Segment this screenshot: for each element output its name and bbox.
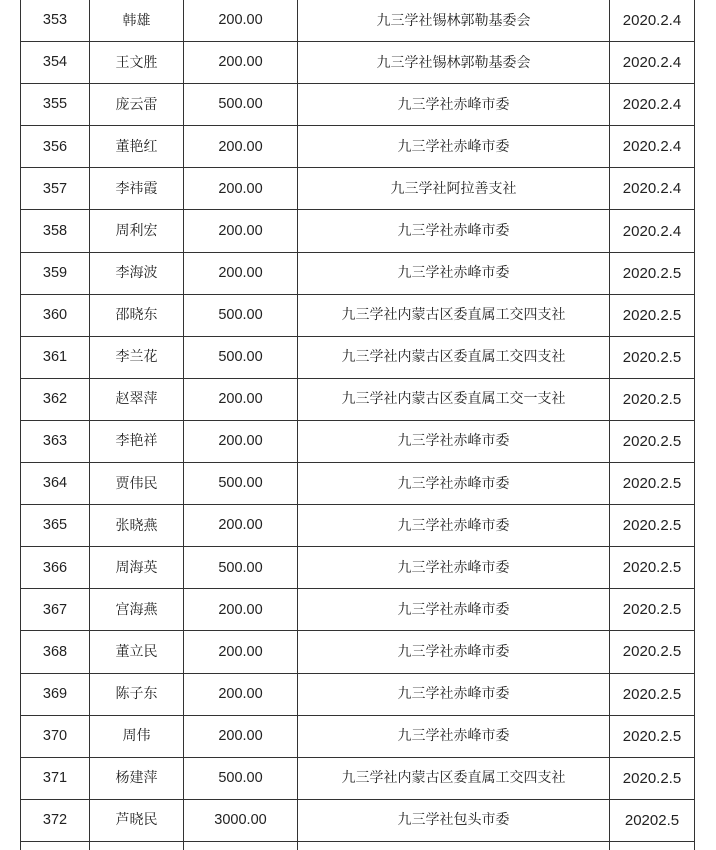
date-cell: 2020.2.5 xyxy=(610,252,695,294)
organization-cell: 九三学社内蒙古区委直属工交四支社 xyxy=(298,336,610,378)
donor-name-cell: 李兰花 xyxy=(90,336,184,378)
date-cell: 2020.2.5 xyxy=(610,547,695,589)
organization-cell: 九三学社赤峰市委 xyxy=(298,126,610,168)
table-row xyxy=(21,547,695,589)
date-cell: 2020.2.4 xyxy=(610,42,695,84)
amount-cell: 500.00 xyxy=(184,84,298,126)
donor-name-cell: 周利宏 xyxy=(90,210,184,252)
date-cell: 2020.2.4 xyxy=(610,210,695,252)
date-cell: 2020.2.5 xyxy=(610,589,695,631)
organization-cell: 九三学社赤峰市委 xyxy=(298,84,610,126)
organization-cell: 九三学社赤峰市委 xyxy=(298,631,610,673)
amount-cell: 200.00 xyxy=(184,126,298,168)
donor-name-cell: 董艳红 xyxy=(90,126,184,168)
donation-table xyxy=(20,0,695,850)
donor-name-cell: 赵翠萍 xyxy=(90,378,184,420)
table-row xyxy=(21,294,695,336)
table-row xyxy=(21,420,695,462)
table-row xyxy=(21,336,695,378)
donor-name-cell: 芦晓民 xyxy=(90,799,184,841)
donor-name-cell: 李祎霞 xyxy=(90,168,184,210)
table-row xyxy=(21,631,695,673)
row-number-cell: 353 xyxy=(21,0,90,42)
organization-cell: 九三学社内蒙古区委直属工交四支社 xyxy=(298,294,610,336)
amount-cell: 500.00 xyxy=(184,336,298,378)
date-cell: 2020.2.5 xyxy=(610,757,695,799)
row-number-cell: 370 xyxy=(21,715,90,757)
donor-name-cell: 李艳祥 xyxy=(90,420,184,462)
row-number-cell: 372 xyxy=(21,799,90,841)
amount-cell: 200.00 xyxy=(184,378,298,420)
organization-cell: 九三学社赤峰市委 xyxy=(298,463,610,505)
row-number-cell: 358 xyxy=(21,210,90,252)
organization-cell: 九三学社赤峰市委 xyxy=(298,420,610,462)
amount-cell: 3000.00 xyxy=(184,799,298,841)
date-cell: 2020.2.4 xyxy=(610,84,695,126)
table-row xyxy=(21,463,695,505)
donor-name-cell: 董立民 xyxy=(90,631,184,673)
table-row xyxy=(21,505,695,547)
donor-name-cell: 韩雄 xyxy=(90,0,184,42)
donor-name-cell: 张晓燕 xyxy=(90,505,184,547)
amount-cell: 200.00 xyxy=(184,631,298,673)
donor-name-cell: 庞云雷 xyxy=(90,84,184,126)
row-number-cell: 366 xyxy=(21,547,90,589)
row-number-cell: 371 xyxy=(21,757,90,799)
amount-cell: 500.00 xyxy=(184,757,298,799)
donor-name-cell: 李海波 xyxy=(90,252,184,294)
row-number-cell: 364 xyxy=(21,463,90,505)
table-body xyxy=(21,0,695,850)
organization-cell: 九三学社赤峰市委 xyxy=(298,673,610,715)
table-row xyxy=(21,126,695,168)
table-row xyxy=(21,589,695,631)
row-number-cell: 369 xyxy=(21,673,90,715)
organization-cell: 九三学社赤峰市委 xyxy=(298,715,610,757)
row-number-cell: 359 xyxy=(21,252,90,294)
table-row xyxy=(21,252,695,294)
table-row xyxy=(21,84,695,126)
date-cell: 2020.2.4 xyxy=(610,168,695,210)
organization-cell: 九三学社赤峰市委 xyxy=(298,547,610,589)
organization-cell: 九三学社锡林郭勒基委会 xyxy=(298,0,610,42)
amount-cell: 200.00 xyxy=(184,0,298,42)
table-row xyxy=(21,42,695,84)
date-cell: 2020.2.4 xyxy=(610,0,695,42)
table-row xyxy=(21,799,695,841)
organization-cell: 九三学社内蒙古区委直属工交四支社 xyxy=(298,757,610,799)
row-number-cell: 365 xyxy=(21,505,90,547)
date-cell: 2020.2.5 xyxy=(610,336,695,378)
organization-cell: 九三学社赤峰市委 xyxy=(298,589,610,631)
table-row xyxy=(21,168,695,210)
row-number-cell: 360 xyxy=(21,294,90,336)
table-row xyxy=(21,210,695,252)
donor-name-cell: 宫海燕 xyxy=(90,589,184,631)
date-cell: 20202.5 xyxy=(610,799,695,841)
amount-cell: 500.00 xyxy=(184,463,298,505)
date-cell: 2020.2.5 xyxy=(610,463,695,505)
table-row xyxy=(21,378,695,420)
date-cell: 2020.2.5 xyxy=(610,631,695,673)
table-row xyxy=(21,757,695,799)
date-cell: 2020.2.4 xyxy=(610,126,695,168)
donor-name-cell: 贾伟民 xyxy=(90,463,184,505)
organization-cell: 九三学社赤峰市委 xyxy=(298,252,610,294)
donor-name-cell: 杨建萍 xyxy=(90,757,184,799)
date-cell: 2020.2.5 xyxy=(610,420,695,462)
amount-cell: 200.00 xyxy=(184,589,298,631)
organization-cell: 九三学社赤峰市委 xyxy=(298,210,610,252)
amount-cell: 200.00 xyxy=(184,168,298,210)
amount-cell: 500.00 xyxy=(184,294,298,336)
table-row xyxy=(21,673,695,715)
organization-cell: 九三学社包头市委 xyxy=(298,799,610,841)
amount-cell: 200.00 xyxy=(184,42,298,84)
row-number-cell: 361 xyxy=(21,336,90,378)
organization-cell: 九三学社锡林郭勒基委会 xyxy=(298,42,610,84)
row-number-cell: 367 xyxy=(21,589,90,631)
row-number-cell: 357 xyxy=(21,168,90,210)
row-number-cell: 362 xyxy=(21,378,90,420)
row-number-cell: 356 xyxy=(21,126,90,168)
table-row xyxy=(21,0,695,42)
row-number-cell: 368 xyxy=(21,631,90,673)
amount-cell: 200.00 xyxy=(184,252,298,294)
amount-cell: 500.00 xyxy=(184,547,298,589)
date-cell: 2020.2.5 xyxy=(610,505,695,547)
amount-cell: 200.00 xyxy=(184,210,298,252)
amount-cell: 200.00 xyxy=(184,715,298,757)
table-row xyxy=(21,715,695,757)
organization-cell: 九三学社赤峰市委 xyxy=(298,505,610,547)
organization-cell: 九三学社内蒙古区委直属工交一支社 xyxy=(298,378,610,420)
row-number-cell: 355 xyxy=(21,84,90,126)
donor-name-cell: 邵晓东 xyxy=(90,294,184,336)
date-cell: 2020.2.5 xyxy=(610,294,695,336)
row-number-cell: 354 xyxy=(21,42,90,84)
donor-name-cell: 陈子东 xyxy=(90,673,184,715)
date-cell: 2020.2.5 xyxy=(610,378,695,420)
row-number-cell: 363 xyxy=(21,420,90,462)
date-cell: 2020.2.5 xyxy=(610,715,695,757)
donor-name-cell: 周海英 xyxy=(90,547,184,589)
amount-cell: 200.00 xyxy=(184,673,298,715)
amount-cell: 200.00 xyxy=(184,420,298,462)
date-cell: 2020.2.5 xyxy=(610,673,695,715)
amount-cell: 200.00 xyxy=(184,505,298,547)
donor-name-cell: 王文胜 xyxy=(90,42,184,84)
organization-cell: 九三学社阿拉善支社 xyxy=(298,168,610,210)
donor-name-cell: 周伟 xyxy=(90,715,184,757)
